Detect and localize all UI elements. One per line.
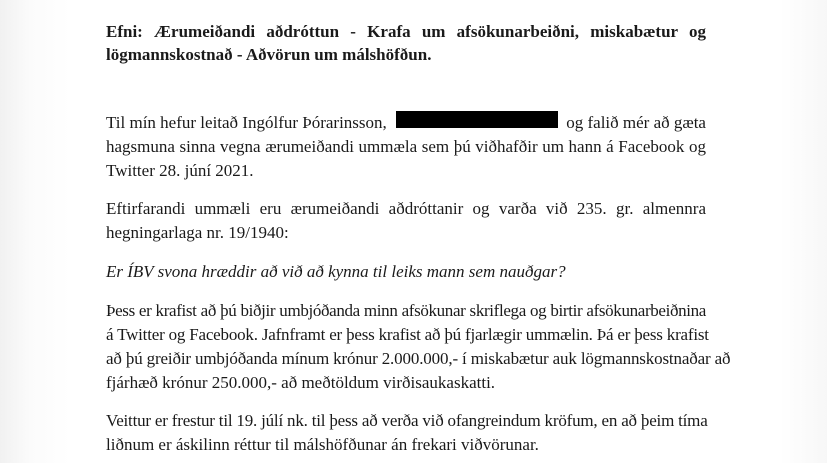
redaction-bar: [396, 111, 558, 128]
deadline-line-2: liðnum er áskilinn réttur til málshöfðunar án frekari viðvörunar.: [106, 435, 539, 454]
demands-line-2: á Twitter og Facebook. Jafnframt er þess krafist að þú fjarlægir ummælin. Þá er þess krafist: [106, 325, 709, 344]
demands-line-4: fjárhæð krónur 250.000,- að meðtöldum virðisaukaskatti.: [106, 373, 496, 392]
quoted-remark-text: Er ÍBV svona hræddir að við að kynna til leiks mann sem nauðgar?: [106, 262, 566, 281]
subject-heading: [106, 20, 706, 66]
intro-line-1: [106, 111, 706, 135]
paragraph-statement: [106, 197, 706, 245]
deadline-line-1: Veittur er frestur til 19. júlí nk. til þess að verða við ofangreindum kröfum, en að þeim tíma: [106, 411, 708, 430]
subject-line-2: lögmannskostnað - Aðvörun um málshöfðun.: [106, 45, 432, 64]
statement-line-2: hegningarlaga nr. 19/1940:: [106, 223, 289, 242]
quoted-remark: [106, 260, 706, 284]
intro-line-1-after: og falið mér að gæta: [566, 113, 706, 132]
intro-line-2: hagsmuna sinna vegna ærumeiðandi ummæla sem þú viðhafðir um hann á Facebook og: [106, 137, 706, 156]
intro-line-3: Twitter 28. júní 2021.: [106, 161, 254, 180]
paragraph-introduction: [106, 111, 706, 183]
demands-line-3: að þú greiðir umbjóðanda mínum krónur 2.000.000,- í miskabætur auk lögmannskostnaðar að: [106, 349, 731, 368]
demands-line-1: Þess er krafist að þú biðjir umbjóðanda minn afsökunar skriflega og birtir afsökunarbeiðnina: [106, 301, 706, 320]
subject-line-1: Efni: Ærumeiðandi aðdróttun - Krafa um afsökunarbeiðni, miskabætur og: [106, 22, 706, 41]
intro-line-1-before: Til mín hefur leitað Ingólfur Þórarinsson,: [106, 113, 387, 132]
paragraph-deadline: [106, 409, 706, 457]
paragraph-demands: [106, 299, 731, 395]
statement-line-1: Eftirfarandi ummæli eru ærumeiðandi aðdróttanir og varða við 235. gr. almennra: [106, 199, 706, 218]
